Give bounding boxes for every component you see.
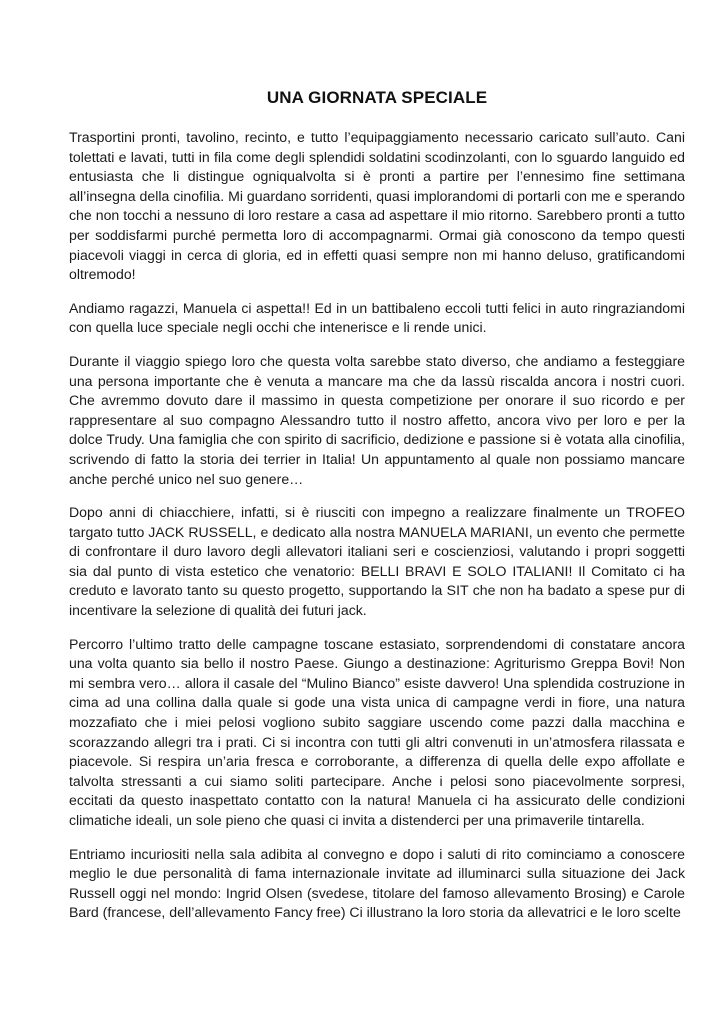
paragraph-2: Andiamo ragazzi, Manuela ci aspetta!! Ed in un battibaleno eccoli tutti felici in auto ringraziandomi con quella luce speciale negli occhi che intenerisce e li rende unici. <box>69 299 685 336</box>
paragraph-4: Dopo anni di chiacchiere, infatti, si è riusciti con impegno a realizzare finalmente un TROFEO targato tutto JACK RUSSELL, e dedicato alla nostra MANUELA MARIANI, un evento che permette di confrontare il duro lavoro degli allevatori italiani seri e coscienziosi, valutando i propri soggetti sia dal punto di vista estetico che venatorio: BELLI BRAVI E SOLO ITALIANI! Il Comitato ci ha creduto e lavorato tanto su questo progetto, supportando la SIT che non ha badato a spese pur di incentivare la selezione di qualità dei futuri jack. <box>69 504 685 619</box>
document-title: UNA GIORNATA SPECIALE <box>266 88 488 107</box>
paragraph-3: Durante il viaggio spiego loro che questa volta sarebbe stato diverso, che andiamo a festeggiare una persona importante che è venuta a mancare ma che da lassù riscalda ancora i nostri cuori. Che avremmo dovuto dare il massimo in questa competizione per onorare il suo ricordo e per rappresentare al suo compagno Alessandro tutto il nostro affetto, ancora vivo per loro e per la dolce Trudy. Una famiglia che con spirito di sacrificio, dedizione e passione si è votata alla cinofilia, scrivendo di fatto la storia dei terrier in Italia! Un appuntamento al quale non possiamo mancare anche perché unico nel suo genere… <box>69 352 685 487</box>
paragraph-5: Percorro l’ultimo tratto delle campagne toscane estasiato, sorprendendomi di constatare ancora una volta quanto sia bello il nostro Paese. Giungo a destinazione: Agriturismo Greppa Bovi! Non mi sembra vero… allora il casale del “Mulino Bianco” esiste davvero! Una splendida costruzione in cima ad una collina dalla quale si gode una vista unica di campagne verdi in fiore, una natura mozzafiato che i miei pelosi vogliono subito saggiare uscendo come pazzi dalla macchina e scorazzando allegri tra i prati. Ci si incontra con tutti gli altri convenuti in un’atmosfera rilassata e piacevole. Si respira un’aria fresca e corroborante, a differenza di quella delle expo affollate e talvolta stressanti a cui siamo soliti partecipare. Anche i pelosi sono piacevolmente sorpresi, eccitati da questo inaspettato contatto con la natura! Manuela ci ha assicurato delle condizioni climatiche ideali, un sole pieno che quasi ci invita a distenderci per una primaverile tintarella. <box>69 635 685 828</box>
paragraph-6: Entriamo incuriositi nella sala adibita al convegno e dopo i saluti di rito cominciamo a conoscere meglio le due personalità di fama internazionale invitate ad illuminarci sulla situazione dei Jack Russell oggi nel mondo: Ingrid Olsen (svedese, titolare del famoso allevamento Brosing) e Carole Bard (francese, dell’allevamento Fancy free) Ci illustrano la loro storia da allevatrici e le loro scelte <box>69 845 685 921</box>
paragraph-1: Trasportini pronti, tavolino, recinto, e tutto l’equipaggiamento necessario caricato sull’auto. Cani tolettati e lavati, tutti in fila come degli splendidi soldatini scodinzolanti, con lo sguardo languido ed entusiasta che li distingue ogniqualvolta si è pronti a partire per l’ennesimo fine settimana all’insegna della cinofilia. Mi guardano sorridenti, quasi implorandomi di portarli con me e sperando che non tocchi a nessuno di loro restare a casa ad aspettare il mio ritorno. Sarebbero pronti a tutto per soddisfarmi purché permetta loro di accompagnarmi. Ormai già conoscono da tempo questi piacevoli viaggi in cerca di gloria, ed in effetti quasi sempre non mi hanno deluso, gratificandomi oltremodo! <box>69 129 685 283</box>
